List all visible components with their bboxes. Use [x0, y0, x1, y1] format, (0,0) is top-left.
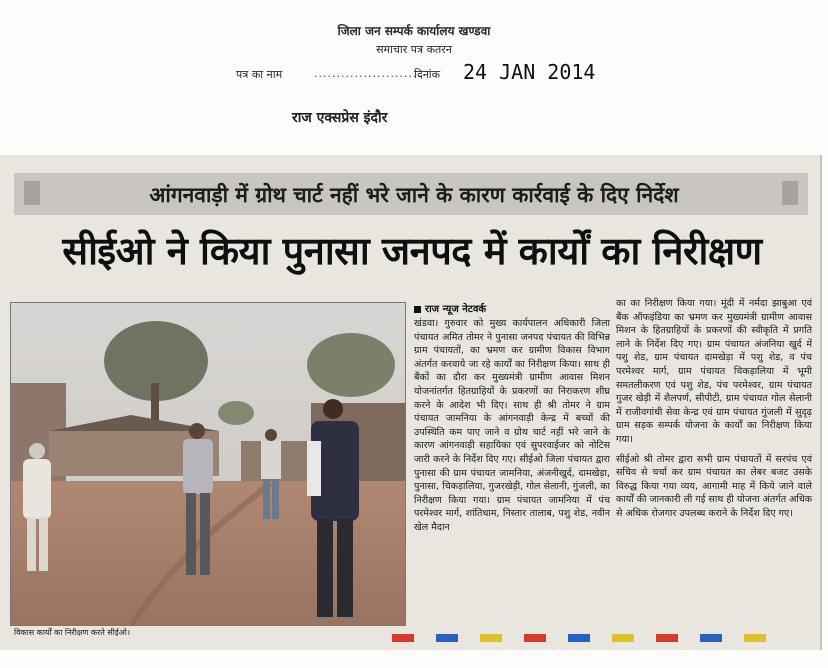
strip-block	[524, 634, 546, 642]
strip-block	[612, 634, 634, 642]
strip-block	[480, 634, 502, 642]
column-2-paragraph-2: सीईओ श्री तोमर द्वारा सभी ग्राम पंचायतों में सरपंच एवं सचिव से चर्चा कर ग्राम पंचायत का लेबर बजट उसके विरुद्ध किया गया व्यय, आगामी माह में किये जाने वाले कार्यों की जानकारी ली गई साथ ही योजना अंतर्गत अधिक से अधिक रोजगार उपलब्ध कराने के निर्देश दिए गए।	[616, 453, 812, 519]
photo-illustration	[11, 303, 405, 625]
column-2-paragraph-1: का का निरीक्षण किया गया। मूंदी में नर्मदा झाबुआ एवं बैंक ऑफइंडिया का भ्रमण कर मुख्यमंत्री ग्रामीण आवास मिशन के हितग्राहियों के प्रकरणों की स्वीकृति में प्रगति लाने के निर्देश दिए गए। ग्राम पंचायत अंजनिया खुर्द में पशु शेड, ग्राम पंचायत दामखेड़ा में पशु शेड, व पंच परमेश्वर मार्ग, ग्राम पंचायत चिकड़ालिया में भूमी समतलीकरण एवं पशु शेड, पंच परमेश्वर, ग्राम पंचायत गुजर खेड़ी में शैलपर्ण, सीपीटी, ग्राम पंचायत गोल सेलानी में राजीवगांधी सेवा केन्द्र एवं ग्राम पंचायत गुंजली में सुदृढ़ ग्राम सड़क सम्पर्क योजना के कार्यों का निरीक्षण किया गया।	[616, 298, 812, 445]
clipping-header	[0, 0, 828, 150]
byline-text: राज न्यूज नेटवर्क	[425, 304, 487, 315]
strip-block	[656, 634, 678, 642]
strip-block	[436, 634, 458, 642]
byline-square-icon	[414, 306, 421, 313]
newspaper-source: राज एक्सप्रेस इंदौर	[292, 110, 388, 126]
strip-block	[392, 634, 414, 642]
article-column-1	[414, 317, 610, 535]
strip-block	[568, 634, 590, 642]
article-photo	[10, 302, 406, 626]
paper-name-dots: ........................	[314, 67, 422, 80]
photo-caption: विकास कार्यों का निरीक्षण करते सीईओ।	[14, 628, 130, 637]
strip-block	[700, 634, 722, 642]
article-column-2	[616, 297, 812, 521]
date-stamp: 24 JAN 2014	[463, 60, 596, 84]
headline: सीईओ ने किया पुनासा जनपद में कार्यों का निरीक्षण	[62, 229, 762, 273]
subheadline: आंगनवाड़ी में ग्रोथ चार्ट नहीं भरे जाने के कारण कार्रवाई के दिए निर्देश	[149, 183, 679, 207]
byline	[414, 301, 486, 315]
date-label: दिनांक	[414, 68, 441, 81]
paper-name-label: पत्र का नाम	[236, 68, 283, 81]
strip-block	[744, 634, 766, 642]
column-1-text: खंडवा। गुरुवार को मुख्य कार्यपालन अधिकारी जिला पंचायत अमित तोमर ने पुनासा जनपद पंचायत की विभिन्न ग्राम पंचायतों, का भ्रमण कर ग्रामीण विकास विभाग अंतर्गत करवाये जा रहे कार्यों का निरीक्षण किया। साथ ही बैंकों का दौरा कर मुख्यमंत्री ग्रामीण आवास मिशन योजनांतर्गत हितग्राहियों के प्रकरणों का निराकरण शीघ्र करने के आदेश भी दिए। साथ ही श्री तोमर ने ग्राम पंचायत जामनिया के आंगनवाड़ी केन्द्र में बच्चों की उपस्थिति कम पाए जाने व ग्रोथ चार्ट नहीं भरे जाने के कारण आंगनवाड़ी सहायिका एवं सुपरवाईजर को नोटिस जारी करने के निर्देश दिए गए। सीईओ जिला पंचायत द्वारा पुनासा की ग्राम पंचायत जामनिया, अंजनीखुर्द, दामखेड़ा, पुनासा, चिकड़ालिया, गुजरखेड़ी, गोल सेलानी, गुंजली, का निरीक्षण किया गया। ग्राम पंचायत जामनिया में पंच परमेश्वर मार्ग, शांतिधाम, निस्तार तालाब, पशु शेड, नवीन खेल मैदान	[414, 318, 610, 533]
cutting-label: समाचार पत्र कतरन	[376, 43, 452, 56]
office-name: जिला जन सम्पर्क कार्यालय खण्डवा	[337, 24, 491, 38]
